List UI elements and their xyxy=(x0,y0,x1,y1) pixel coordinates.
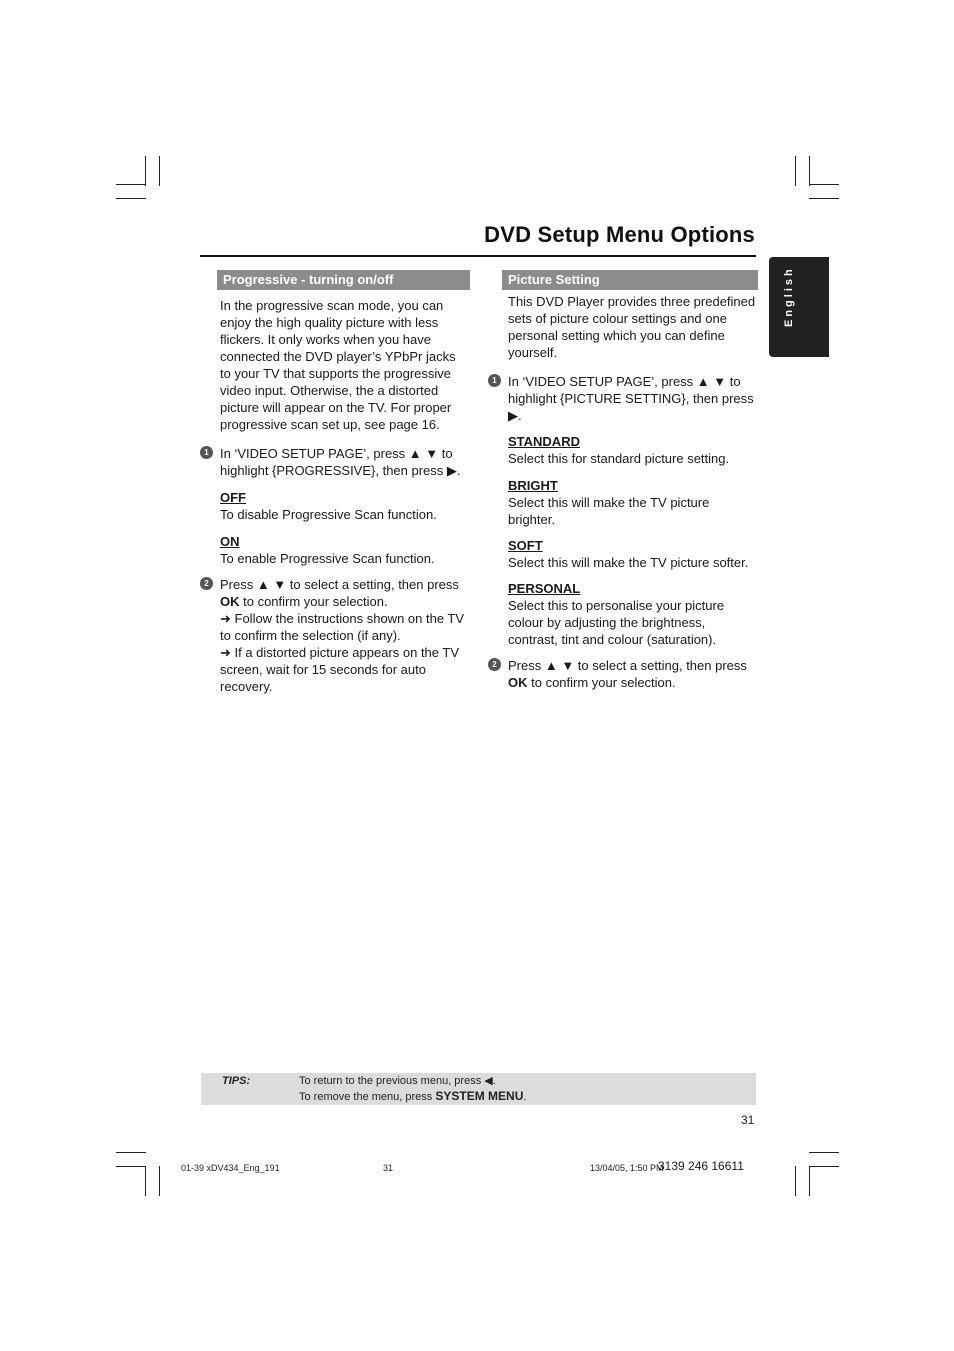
option-soft xyxy=(508,537,758,571)
step-text: In ‘VIDEO SETUP PAGE’, press ▲ ▼ to highlight {PROGRESSIVE}, then press ▶. xyxy=(220,446,461,478)
step-number-icon: 1 xyxy=(488,374,501,387)
crop-mark xyxy=(145,1166,146,1196)
tips-bar xyxy=(201,1073,756,1105)
language-tab-label: English xyxy=(783,266,795,327)
option-description: Select this will make the TV picture softer. xyxy=(508,555,749,570)
option-standard xyxy=(508,433,758,467)
crop-mark xyxy=(809,198,839,199)
option-bright xyxy=(508,477,758,528)
picture-setting-intro: This DVD Player provides three predefined sets of picture colour settings and one personal setting which you can define yourself. xyxy=(508,294,756,360)
progressive-step-1 xyxy=(200,445,470,479)
section-header-progressive: Progressive - turning on/off xyxy=(217,270,470,290)
option-description: To disable Progressive Scan function. xyxy=(220,507,437,522)
option-description: Select this will make the TV picture brighter. xyxy=(508,495,710,527)
option-title: BRIGHT xyxy=(508,478,558,493)
ok-key-label: OK xyxy=(220,594,240,609)
footer-file: 01-39 xDV434_Eng_191 xyxy=(181,1163,280,1173)
crop-mark xyxy=(116,1152,146,1153)
progressive-intro: In the progressive scan mode, you can enjoy the high quality picture with less flickers. It only works when you have connected the DVD player’s YPbPr jacks to your TV that supports the progressive video input. Otherwise, the a distorted picture will appear on the TV. For proper progressive scan set up, see page 16. xyxy=(220,298,456,432)
catalog-number: 3139 246 16611 xyxy=(658,1159,744,1173)
option-off xyxy=(220,489,470,523)
crop-mark xyxy=(116,184,146,185)
crop-mark xyxy=(116,1166,146,1167)
option-on xyxy=(220,533,470,567)
step-text: to confirm your selection. xyxy=(243,594,388,609)
option-title: ON xyxy=(220,534,240,549)
progressive-section xyxy=(200,270,470,695)
crop-mark xyxy=(809,1152,839,1153)
footer-date: 13/04/05, 1:50 PM xyxy=(590,1163,664,1173)
crop-mark xyxy=(795,1166,796,1196)
crop-mark xyxy=(145,156,146,186)
crop-mark xyxy=(809,156,810,186)
page-title: DVD Setup Menu Options xyxy=(484,222,755,247)
crop-mark xyxy=(809,1166,839,1167)
step-number-icon: 2 xyxy=(200,577,213,590)
tip-previous-menu: To return to the previous menu, press ◀. xyxy=(299,1075,496,1087)
tips-label: TIPS: xyxy=(222,1075,251,1087)
language-tab xyxy=(769,257,829,357)
option-title: STANDARD xyxy=(508,434,580,449)
section-header-picture-setting: Picture Setting xyxy=(502,270,758,290)
crop-mark xyxy=(159,1166,160,1196)
option-title: PERSONAL xyxy=(508,581,581,596)
crop-mark xyxy=(795,156,796,186)
crop-mark xyxy=(809,1166,810,1196)
tip-remove-menu: To remove the menu, press SYSTEM MENU. xyxy=(299,1089,527,1103)
system-menu-key-label: SYSTEM MENU xyxy=(435,1089,524,1103)
note-distorted-picture: ➜ If a distorted picture appears on the TV screen, wait for 15 seconds for auto recovery. xyxy=(220,645,460,694)
step-number-icon: 1 xyxy=(200,446,213,459)
step-number-icon: 2 xyxy=(488,658,501,671)
step-text: Press ▲ ▼ to select a setting, then press xyxy=(220,577,459,592)
picture-step-1 xyxy=(488,373,758,424)
step-text: Press ▲ ▼ to select a setting, then press xyxy=(508,658,747,673)
option-description: To enable Progressive Scan function. xyxy=(220,551,435,566)
title-rule xyxy=(200,255,756,257)
crop-mark xyxy=(809,184,839,185)
option-description: Select this for standard picture setting. xyxy=(508,451,730,466)
ok-key-label: OK xyxy=(508,675,528,690)
page-number: 31 xyxy=(741,1113,755,1127)
option-personal xyxy=(508,580,758,648)
option-title: OFF xyxy=(220,490,246,505)
crop-mark xyxy=(116,198,146,199)
crop-mark xyxy=(159,156,160,186)
option-description: Select this to personalise your picture colour by adjusting the brightness, contrast, tint and colour (saturation). xyxy=(508,598,725,647)
progressive-step-2 xyxy=(200,576,470,695)
step-text: In ‘VIDEO SETUP PAGE’, press ▲ ▼ to highlight {PICTURE SETTING}, then press ▶. xyxy=(508,374,754,423)
note-follow-instructions: ➜ Follow the instructions shown on the TV to confirm the selection (if any). xyxy=(220,611,465,643)
picture-setting-section xyxy=(488,270,758,691)
footer-page: 31 xyxy=(383,1163,394,1173)
option-title: SOFT xyxy=(508,538,543,553)
step-text: to confirm your selection. xyxy=(531,675,676,690)
picture-step-2 xyxy=(488,657,758,691)
